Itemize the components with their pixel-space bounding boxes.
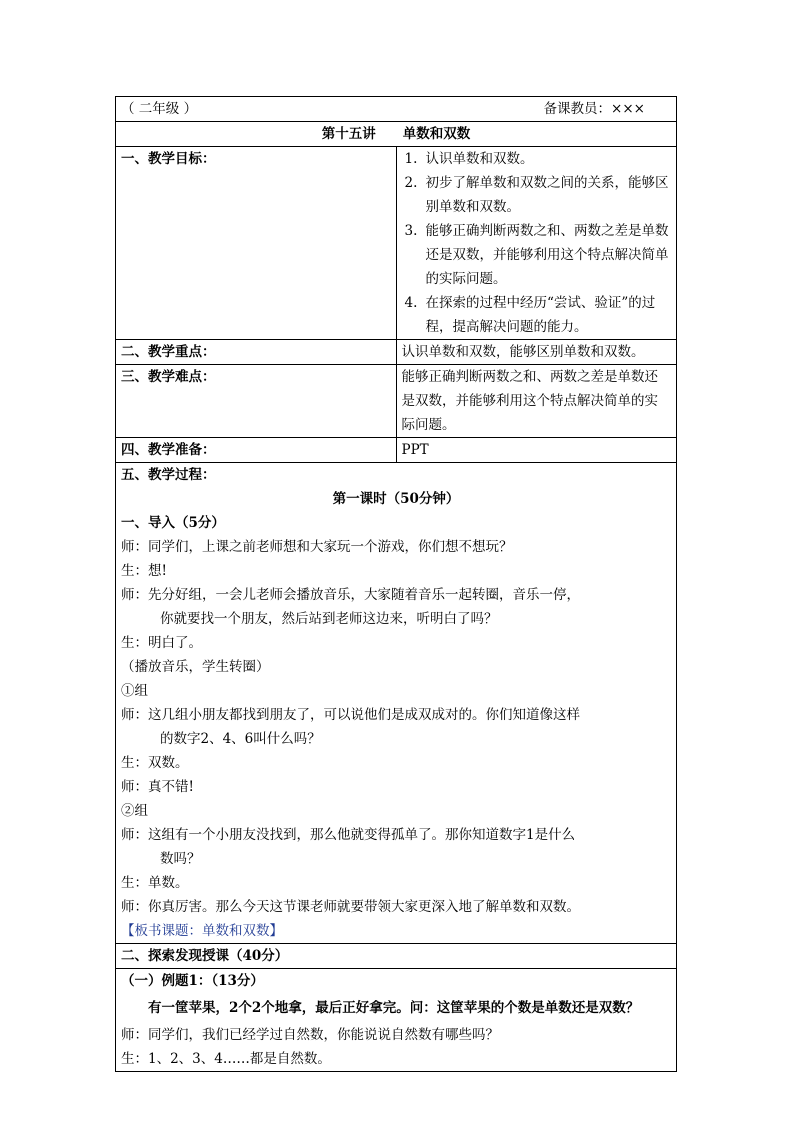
board-title: 【板书课题：单数和双数】 [121,923,283,939]
dialogue-line: 生：想! [121,563,167,579]
header-row [116,97,677,122]
goal-number: 1. [404,151,418,167]
dialogue-line: 师：同学们，我们已经学过自然数，你能说说自然数有哪些吗？ [121,1027,499,1043]
group-marker: ②组 [121,803,148,819]
goal-number: 4. [404,295,418,311]
goal-text: 初步了解单数和双数之间的关系，能够区别单数和双数。 [425,175,669,215]
key-points-text: 认识单数和双数，能够区别单数和双数。 [396,340,677,365]
dialogue-line: 你就要找一个朋友，然后站到老师这边来，听明白了吗？ [160,611,498,627]
example-row [116,969,677,1072]
key-points-row [116,340,677,365]
process-label: 五、教学过程： [121,467,216,483]
lesson-plan [115,96,677,1072]
goal-text: 认识单数和双数。 [425,151,534,167]
dialogue-line: （播放音乐，学生转圈） [121,659,270,675]
dialogue-line: 师：同学们，上课之前老师想和大家玩一个游戏，你们想不想玩？ [121,539,513,555]
example-section [116,969,677,1072]
dialogue-line: 师：这几组小朋友都找到朋友了，可以说他们是成双成对的。你们知道像这样 [121,707,580,723]
goal-item [402,147,672,171]
intro-heading: 一、导入（5分） [121,515,225,531]
goal-item [402,219,672,291]
explore-heading: 二、探索发现授课（40分） [121,948,289,964]
difficulties-row [116,365,677,438]
teacher-label: 备课教员：××× [543,101,645,117]
dialogue-line: 师：真不错! [121,779,194,795]
dialogue-line: 生：双数。 [121,755,189,771]
dialogue-line: 数吗？ [160,851,201,867]
example-heading: （一）例题1：（13分） [121,973,264,989]
process-row [116,463,677,944]
dialogue-line: 生：明白了。 [121,635,202,651]
dialogue-line: 的数字2、4、6叫什么吗？ [160,731,321,747]
dialogue-line: 生：单数。 [121,875,189,891]
difficulties-text: 能够正确判断两数之和、两数之差是单数还是双数，并能够利用这个特点解决简单的实际问题。 [396,365,677,438]
goal-item [402,291,672,339]
lesson-title: 第一课时（50分钟） [332,491,460,507]
group-marker: ①组 [121,683,148,699]
goals-list [402,147,672,339]
title-row [116,122,677,147]
dialogue-line: 师：你真厉害。那么今天这节课老师就要带领大家更深入地了解单数和双数。 [121,899,580,915]
grade-label: （ 二年级 ） [121,101,198,117]
explore-row [116,944,677,969]
dialogue-line: 师：这组有一个小朋友没找到，那么他就变得孤单了。那你知道数字1是什么 [121,827,576,843]
explore-section [116,944,677,969]
dialogue-line: 师：先分好组，一会儿老师会播放音乐，大家随着音乐一起转圈，音乐一停， [121,587,580,603]
lesson-plan-table [115,96,677,1072]
goal-number: 3. [404,223,418,239]
goal-text: 在探索的过程中经历“尝试、验证”的过程，提高解决问题的能力。 [425,295,656,335]
preparation-label: 四、教学准备： [116,438,397,463]
process-section [116,463,677,944]
goals-label: 一、教学目标： [116,147,397,340]
example-text: 有一筐苹果，2个2个地拿，最后正好拿完。问：这筐苹果的个数是单数还是双数？ [148,1000,640,1016]
goal-item [402,171,672,219]
goals-row [116,147,677,340]
goal-text: 能够正确判断两数之和、两数之差是单数还是双数，并能够利用这个特点解决简单的实际问题。 [425,223,669,287]
preparation-row [116,438,677,463]
dialogue-line: 生：1、2、3、4……都是自然数。 [121,1051,331,1067]
difficulties-label: 三、教学难点： [116,365,397,438]
goal-number: 2. [404,175,418,191]
key-points-label: 二、教学重点： [116,340,397,365]
lecture-title: 第十五讲 单数和双数 [116,122,677,147]
preparation-text: PPT [396,438,677,463]
